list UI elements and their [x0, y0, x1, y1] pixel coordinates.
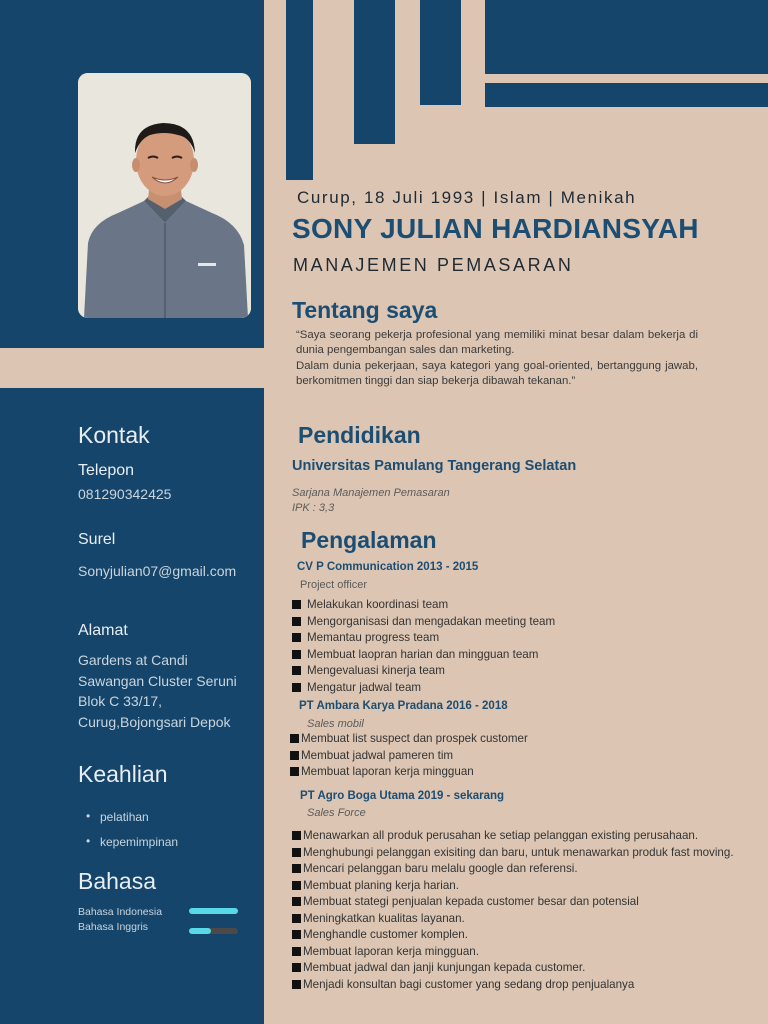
- bullet-icon: [292, 848, 301, 857]
- job-task: Menghandle customer komplen.: [292, 927, 762, 944]
- bullet-icon: [292, 963, 301, 972]
- decor-bar: [286, 0, 313, 180]
- language-bar-fill: [189, 928, 211, 934]
- decor-bar: [485, 83, 768, 107]
- job-task: Melakukan koordinasi team: [292, 597, 555, 614]
- skills-list: [86, 810, 178, 860]
- bullet-icon: [292, 600, 301, 609]
- bullet-icon: [292, 683, 301, 692]
- gpa-value: IPK : 3,3: [292, 502, 335, 514]
- job-task: Membuat laporan kerja mingguan.: [292, 944, 762, 961]
- personal-info-line: Curup, 18 Juli 1993 | Islam | Menikah: [297, 188, 637, 207]
- bullet-icon: [292, 947, 301, 956]
- decor-bar: [420, 0, 461, 105]
- job-task: Mencari pelanggan baru melalu google dan referensi.: [292, 861, 762, 878]
- decor-bar: [354, 0, 395, 144]
- job-task: Mengatur jadwal team: [292, 680, 555, 697]
- bullet-icon: [290, 734, 299, 743]
- about-paragraph: Dalam dunia pekerjaan, saya kategori yang goal-oriented, bertanggung jawab, berkomitmen tinggi dan siap bekerja dibawah tekanan.”: [296, 359, 698, 388]
- decor-bar: [485, 0, 768, 74]
- job-position: Sales Force: [307, 807, 366, 819]
- job-task: Membuat planing kerja harian.: [292, 878, 762, 895]
- degree-text: [292, 486, 450, 516]
- bullet-icon: [292, 881, 301, 890]
- job-task: Meningkatkan kualitas layanan.: [292, 911, 762, 928]
- bullet-icon: [292, 617, 301, 626]
- bullet-icon: [292, 914, 301, 923]
- job-task-list: [290, 731, 528, 781]
- education-heading: Pendidikan: [298, 422, 421, 448]
- address-value: [78, 650, 237, 732]
- bullet-icon: [292, 930, 301, 939]
- address-label: Alamat: [78, 622, 128, 639]
- address-line: Sawangan Cluster Seruni: [78, 672, 237, 689]
- experience-heading: Pengalaman: [301, 527, 437, 553]
- bullet-icon: [292, 633, 301, 642]
- language-bar-track: [189, 928, 238, 934]
- job-position: Project officer: [300, 579, 368, 591]
- about-paragraph: “Saya seorang pekerja profesional yang memiliki minat besar dalam bekerja di dunia pengembangan sales dan marketing.: [296, 329, 698, 357]
- bullet-icon: [292, 897, 301, 906]
- job-task: Mengorganisasi dan mengadakan meeting team: [292, 614, 555, 631]
- job-company: CV P Communication 2013 - 2015: [297, 561, 479, 573]
- profile-photo: [78, 73, 251, 318]
- phone-label: Telepon: [78, 462, 135, 479]
- language-item: Bahasa Indonesia: [78, 906, 163, 918]
- bullet-icon: [290, 751, 299, 760]
- skill-item: • kepemimpinan: [86, 835, 178, 849]
- language-bar-track: [189, 908, 238, 914]
- language-bar-fill: [189, 908, 238, 914]
- skills-heading: Keahlian: [78, 761, 168, 787]
- languages-heading: Bahasa: [78, 868, 157, 894]
- job-task: Membuat jadwal dan janji kunjungan kepada customer.: [292, 960, 762, 977]
- bullet-icon: [292, 864, 301, 873]
- job-task: Menawarkan all produk perusahan ke setiap pelanggan existing perusahaan.: [292, 828, 762, 845]
- job-task: Memantau progress team: [292, 630, 555, 647]
- job-company: PT Ambara Karya Pradana 2016 - 2018: [299, 700, 508, 712]
- bullet-icon: [292, 650, 301, 659]
- bullet-icon: [290, 767, 299, 776]
- language-item: Bahasa Inggris: [78, 920, 149, 933]
- phone-value[interactable]: 081290342425: [78, 486, 172, 502]
- job-title: MANAJEMEN PEMASARAN: [293, 255, 574, 275]
- job-task: Membuat jadwal pameren tim: [290, 748, 528, 765]
- language-list: [78, 905, 162, 934]
- full-name: SONY JULIAN HARDIANSYAH: [292, 213, 699, 244]
- university-name: Universitas Pamulang Tangerang Selatan: [292, 458, 577, 474]
- job-task-list: [292, 828, 762, 993]
- bullet-icon: [292, 666, 301, 675]
- job-task: Membuat laopran harian dan mingguan team: [292, 647, 555, 664]
- job-task: Membuat laporan kerja mingguan: [290, 764, 528, 781]
- about-heading: Tentang saya: [292, 297, 438, 323]
- address-line: Blok C 33/17,: [78, 693, 163, 709]
- job-task-list: [292, 597, 555, 696]
- degree-name: Sarjana Manajemen Pemasaran: [292, 487, 450, 499]
- email-value[interactable]: Sonyjulian07@gmail.com: [78, 563, 237, 579]
- job-task: Membuat list suspect dan prospek customer: [290, 731, 528, 748]
- bullet-icon: [292, 831, 301, 840]
- job-task: Membuat stategi penjualan kepada customer besar dan potensial: [292, 894, 762, 911]
- job-task: Menghubungi pelanggan exisiting dan baru, untuk menawarkan produk fast moving.: [292, 845, 762, 862]
- contact-heading: Kontak: [78, 422, 150, 448]
- job-company: PT Agro Boga Utama 2019 - sekarang: [300, 790, 505, 802]
- job-position: Sales mobil: [307, 718, 364, 730]
- about-text: [296, 328, 698, 390]
- bullet-icon: [292, 980, 301, 989]
- skill-item: • pelatihan: [86, 810, 178, 824]
- job-task: Mengevaluasi kinerja team: [292, 663, 555, 680]
- email-label: Surel: [78, 531, 116, 548]
- address-line: Gardens at Candi: [78, 652, 188, 668]
- job-task: Menjadi konsultan bagi customer yang sedang drop penjualanya: [292, 977, 762, 994]
- address-line: Curug,Bojongsari Depok: [78, 713, 231, 730]
